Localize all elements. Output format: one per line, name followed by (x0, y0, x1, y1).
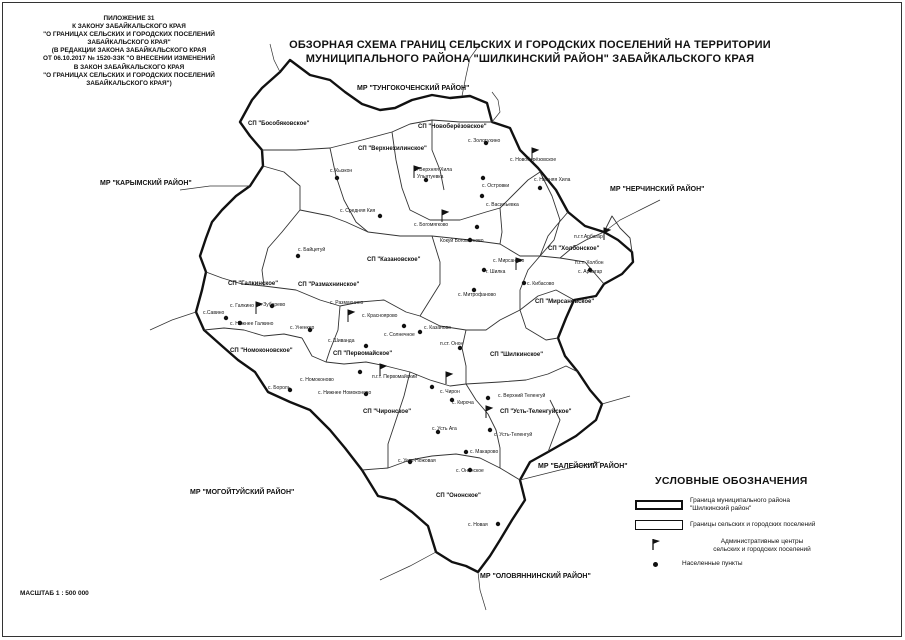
place-label: п.г.т. Первомайский (372, 374, 418, 380)
admin-center-flag (446, 372, 452, 384)
place-label: с. Бороль (268, 385, 291, 391)
appendix-line: (В РЕДАКЦИИ ЗАКОНА ЗАБАЙКАЛЬСКОГО КРАЯ (51, 47, 207, 55)
place-label: Кокуй Богомягково (440, 238, 484, 244)
place-label: п.ст. Онон (440, 341, 464, 347)
place-label: с. Островки (482, 183, 510, 189)
place-label: с.Савино (203, 310, 225, 316)
place-dot (480, 194, 484, 198)
appendix-line: ЗАБАЙКАЛЬСКОГО КРАЯ" (87, 39, 171, 47)
place-dot (364, 344, 368, 348)
settlement-label: СП "Первомайское" (333, 351, 393, 357)
place-label: с. Новая (468, 522, 488, 528)
place-label: с. Номоконово (300, 377, 334, 383)
place-label: с. Чирон (440, 389, 460, 395)
legend-text-line: Граница муниципального района (690, 497, 790, 504)
place-label: с. Верхняя Хила (414, 167, 453, 173)
place-label: с. Усть-Ножовая (398, 458, 436, 464)
legend-title: УСЛОВНЫЕ ОБОЗНАЧЕНИЯ (655, 475, 808, 487)
place-label: с. Кироча (452, 400, 474, 406)
place-label: г. Шилка (486, 269, 506, 275)
place-label: с. Кибасово (527, 281, 555, 287)
neighbor-label-nerchinsk: МР "НЕРЧИНСКИЙ РАЙОН" (610, 186, 705, 193)
place-label: с. Макарово (470, 449, 499, 455)
place-label: Ульятуевка (417, 174, 444, 180)
neighbor-label-mogoytuy: МР "МОГОЙТУЙСКИЙ РАЙОН" (190, 489, 295, 496)
appendix-line: ПИЛОЖЕНИЕ 31 (103, 15, 155, 22)
place-dot (402, 324, 406, 328)
place-label: с. Казаново (424, 325, 451, 331)
settlement-label: СП "Верхнехилинское" (358, 146, 427, 152)
place-label: п.г.т.Арбагар (574, 234, 603, 240)
settlement-label: СП "Усть-Теленгуйское" (500, 409, 572, 415)
place-dot (496, 522, 500, 526)
place-label: с. Богомягково (414, 222, 449, 228)
admin-center-flag (348, 310, 354, 322)
place-dot (481, 176, 485, 180)
place-dot (296, 254, 300, 258)
place-dot (335, 176, 339, 180)
appendix-line: "О ГРАНИЦАХ СЕЛЬСКИХ И ГОРОДСКИХ ПОСЕЛЕНИЙ (43, 71, 215, 79)
place-dot (418, 330, 422, 334)
place-label: с. Красноярово (362, 313, 398, 319)
settlement-label: СП "Чиронское" (363, 409, 412, 415)
appendix-line: ОТ 06.10.2017 № 1520-ЗЗК "О ВНЕСЕНИИ ИЗМЕНЕНИЙ (43, 55, 215, 63)
place-label: с. Нижнее Номоконово (318, 390, 372, 396)
legend-populated-place-label: Населенные пункты (682, 560, 743, 567)
settlement-label: СП "Казановское" (367, 257, 421, 263)
admin-center-flag-icon (649, 537, 665, 551)
place-label: с. Верхний Теленгуй (498, 393, 546, 399)
settlement-label: СП "Номоконовское" (230, 348, 293, 354)
place-label: с. Шиванда (328, 338, 355, 344)
settlement-label: СП "Ононское" (436, 493, 481, 499)
place-label: с. Ононское (456, 468, 484, 474)
place-label: с. Кыэкон (330, 168, 353, 174)
place-label: с. Галкино (230, 303, 254, 309)
map-title-line2: МУНИЦИПАЛЬНОГО РАЙОНА "ШИЛКИНСКИЙ РАЙОН" ЗАБАЙКАЛЬСКОГО КРАЯ (305, 53, 755, 65)
place-label: с. Усть-Теленгуй (494, 432, 533, 438)
place-dot (475, 225, 479, 229)
settlement-label: СП "Мирсановское" (535, 299, 595, 305)
place-label: с. Размахнино (330, 300, 364, 306)
place-label: с. Усть Ага (432, 426, 457, 432)
legend-settlement-boundary-label: Границы сельских и городских поселений (690, 521, 816, 528)
settlement-label: СП "Шилкинское" (490, 352, 544, 358)
neighbor-label-baley: МР "БАЛЕЙСКИЙ РАЙОН" (538, 463, 628, 470)
place-dot (224, 316, 228, 320)
place-label: с. Мирсаново (493, 258, 525, 264)
appendix-line: К ЗАКОНУ ЗАБАЙКАЛЬСКОГО КРАЯ (72, 23, 186, 31)
legend-text-line: сельских и городских поселений (713, 546, 811, 553)
settlement-label: СП "Галкинское" (228, 281, 279, 287)
place-dot (378, 214, 382, 218)
map-scale: МАСШТАБ 1 : 500 000 (20, 590, 89, 597)
place-label: с. Васильевка (486, 202, 519, 208)
place-dot (538, 186, 542, 190)
place-dot (486, 396, 490, 400)
legend-district-boundary-label (690, 497, 840, 513)
place-label: с. Солнечное (384, 332, 415, 338)
map-title-line1: ОБЗОРНАЯ СХЕМА ГРАНИЦ СЕЛЬСКИХ И ГОРОДСКИХ ПОСЕЛЕНИЙ НА ТЕРРИТОРИИ (289, 39, 771, 51)
settlement-label: СП "Новоберёзовское" (418, 124, 487, 130)
place-label: с. Арбагар (578, 269, 603, 275)
legend-district-boundary-swatch (635, 500, 683, 510)
legend-admin-center-label (682, 538, 842, 554)
place-label: с. Нижняя Хила (534, 177, 571, 183)
place-label: с. Нижнее Галкино (230, 321, 274, 327)
place-label: с. Зубарево (258, 302, 286, 308)
populated-place-dot-icon (653, 562, 658, 567)
place-label: с. Байцетуй (298, 247, 326, 253)
place-dot (522, 281, 526, 285)
neighbor-label-olovyannaya: МР "ОЛОВЯННИНСКИЙ РАЙОН" (480, 573, 591, 580)
settlement-label: СП "Размахнинское" (298, 282, 360, 288)
legend-settlement-boundary-swatch (635, 520, 683, 530)
legend-text-line: Административные центры (720, 538, 804, 545)
settlement-label: СП "Бособяковское" (248, 121, 310, 127)
place-label: с. Новоберёзовское (510, 157, 557, 163)
place-dot (430, 385, 434, 389)
neighbor-label-karym: МР "КАРЫМСКИЙ РАЙОН" (100, 180, 192, 187)
place-label: п.г.т. Холбон (575, 260, 604, 266)
place-dot (464, 450, 468, 454)
appendix-line: ЗАБАЙКАЛЬСКОГО КРАЯ") (86, 79, 172, 87)
legend-text-line: "Шилкинский район" (690, 505, 752, 512)
place-label: с. Средняя Кия (340, 208, 376, 214)
place-dot (488, 428, 492, 432)
place-label: с. Митрофаново (458, 292, 496, 298)
appendix-line: В ЗАКОН ЗАБАЙКАЛЬСКОГО КРАЯ (73, 63, 185, 71)
appendix-line: "О ГРАНИЦАХ СЕЛЬСКИХ И ГОРОДСКИХ ПОСЕЛЕНИЙ (43, 31, 215, 39)
place-label: с. Золотухино (468, 138, 501, 144)
settlement-label: СП "Холбонское" (548, 246, 600, 252)
place-dot (358, 370, 362, 374)
place-label: с. Уненкер (290, 325, 315, 331)
neighbor-label-tungokochen: МР "ТУНГОКОЧЕНСКИЙ РАЙОН" (357, 85, 470, 92)
